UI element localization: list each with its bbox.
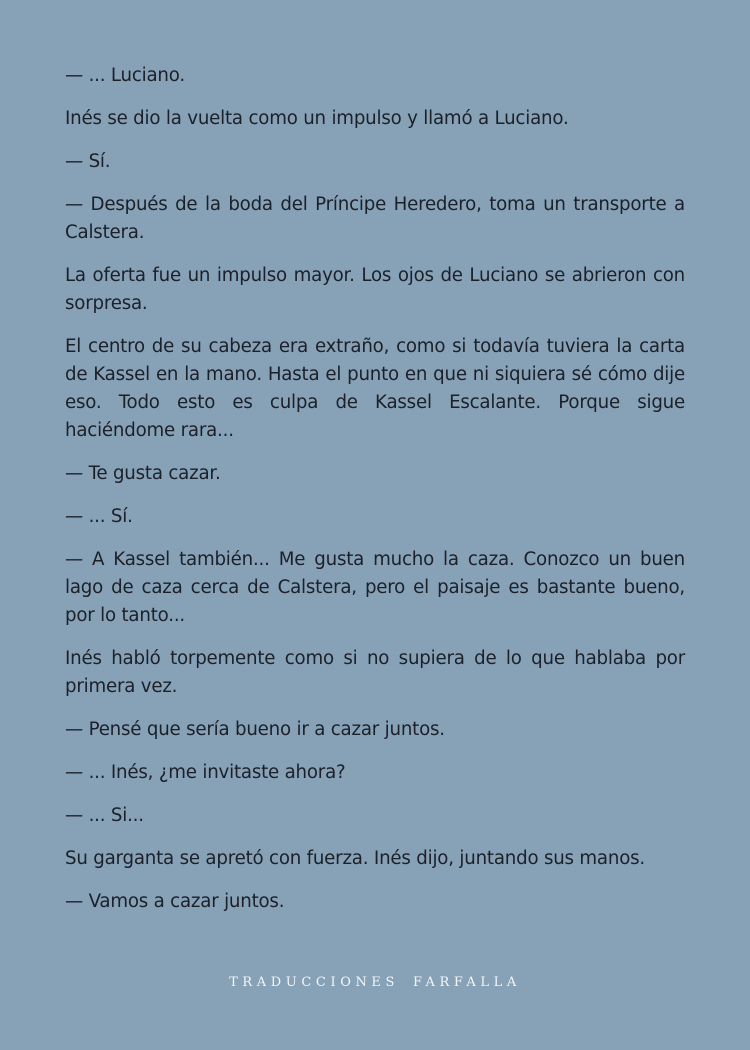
- credit-part-2: FARFALLA: [413, 975, 521, 990]
- document-body: [65, 62, 685, 931]
- paragraph: — Te gusta cazar.: [65, 463, 221, 484]
- paragraph: — A Kassel también... Me gusta mucho la caza. Conozco un buen lago de caza cerca de Calstera, pero el paisaje es bastante bueno, por lo tanto...: [65, 549, 685, 626]
- paragraph: — ... Sí.: [65, 506, 133, 527]
- paragraph: Su garganta se apretó con fuerza. Inés dijo, juntando sus manos.: [65, 848, 645, 869]
- paragraph: — ... Inés, ¿me invitaste ahora?: [65, 762, 346, 783]
- paragraph: La oferta fue un impulso mayor. Los ojos de Luciano se abrieron con sorpresa.: [65, 265, 685, 314]
- paragraph: Inés se dio la vuelta como un impulso y llamó a Luciano.: [65, 108, 569, 129]
- paragraph: — ... Luciano.: [65, 65, 185, 86]
- paragraph: El centro de su cabeza era extraño, como si todavía tuviera la carta de Kassel en la mano. Hasta el punto en que ni siquiera sé cómo dije eso. Todo esto es culpa de Kassel Escalante. Porque sigue haciéndome rara...: [65, 336, 685, 441]
- paragraph: — Después de la boda del Príncipe Heredero, toma un transporte a Calstera.: [65, 194, 685, 243]
- paragraph: — Sí.: [65, 151, 111, 172]
- translator-credit: [0, 975, 750, 990]
- paragraph: — Vamos a cazar juntos.: [65, 891, 285, 912]
- credit-part-1: TRADUCCIONES: [229, 975, 400, 990]
- paragraph: — ... Si...: [65, 805, 144, 826]
- paragraph: Inés habló torpemente como si no supiera de lo que hablaba por primera vez.: [65, 648, 685, 697]
- paragraph: — Pensé que sería bueno ir a cazar juntos.: [65, 719, 445, 740]
